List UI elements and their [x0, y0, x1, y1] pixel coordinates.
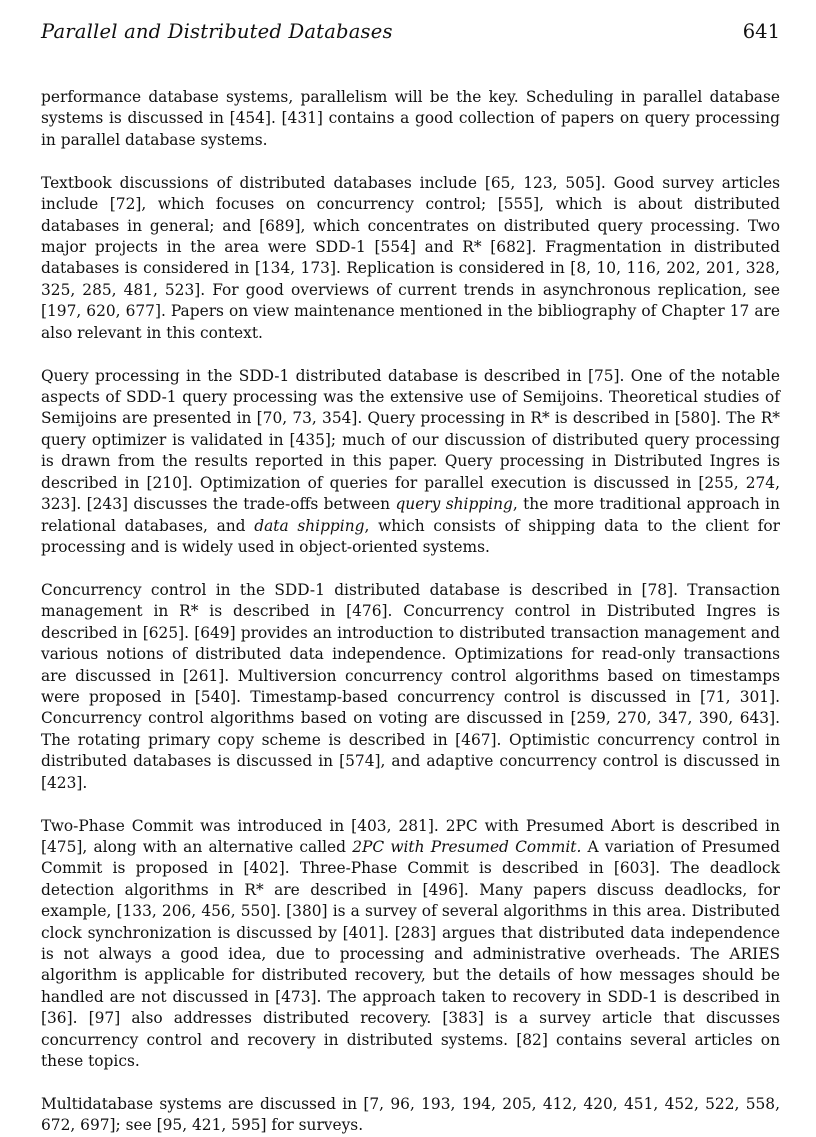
page-body	[41, 87, 780, 1137]
text-run: , the more traditional approach in relational databases, and	[41, 495, 780, 535]
text-run: Two-Phase Commit was introduced in [403, 281]. 2PC with Presumed Abort is described in [475], along with an alternative called	[41, 816, 780, 856]
paragraph-commit-protocols	[41, 816, 780, 1073]
paragraph-multidatabase: Multidatabase systems are discussed in [7, 96, 193, 194, 205, 412, 420, 451, 452, 522, 558, 672, 697]; see [95, 421, 595] for surveys.	[41, 1095, 780, 1135]
page-number: 641	[742, 20, 780, 43]
text-run: A variation of Presumed Commit is proposed in [402]. Three-Phase Commit is described in [603]. The deadlock detection algorithms in R* are described in [496]. Many papers discuss deadlocks, for example, [133, 206, 456, 550]. [380] is a survey of several algorithms in this area. Distributed clock synchronization is discussed by [401]. [283] argues that distributed data independence is not always a good idea, due to processing and administrative overheads. The ARIES algorithm is applicable for distributed recovery, but the details of how messages should be handled are not discussed in [473]. The approach taken to recovery in SDD-1 is described in [36]. [97] also addresses distributed recovery. [383] is a survey article that discusses concurrency control and recovery in distributed systems. [82] contains several articles on these topics.	[41, 837, 780, 1071]
emphasis-presumed-commit: 2PC with Presumed Commit.	[352, 837, 582, 856]
paragraph-query-processing	[41, 366, 780, 559]
paragraph-concurrency-control: Concurrency control in the SDD-1 distributed database is described in [78]. Transaction management in R* is described in [476]. Concurrency control in Distributed Ingres is described in [625]. [649] provides an introduction to distributed transaction management and various notions of distributed data independence. Optimizations for read-only transactions are discussed in [261]. Multiversion concurrency control algorithms based on timestamps were proposed in [540]. Timestamp-based concurrency control is discussed in [71, 301]. Concurrency control algorithms based on voting are discussed in [259, 270, 347, 390, 643]. The rotating primary copy scheme is described in [467]. Optimistic concurrency control in distributed databases is discussed in [574], and adaptive concurrency control is discussed in [423].	[41, 580, 780, 792]
running-title: Parallel and Distributed Databases	[41, 20, 393, 43]
emphasis-data-shipping: data shipping	[254, 516, 365, 535]
emphasis-query-shipping: query shipping	[395, 495, 513, 514]
running-header	[41, 20, 780, 43]
text-run: Query processing in the SDD-1 distributed database is described in [75]. One of the notable aspects of SDD-1 query processing was the extensive use of Semijoins. Theoretical studies of Semijoins are presented in [70, 73, 354]. Query processing in R* is described in [580]. The R* query optimizer is validated in [435]; much of our discussion of distributed query processing is drawn from the results reported in this paper. Query processing in Distributed Ingres is described in [210]. Optimization of queries for parallel execution is discussed in [255, 274, 323]. [243] discusses the trade-offs between	[41, 366, 780, 514]
paragraph-distributed-textbooks: Textbook discussions of distributed databases include [65, 123, 505]. Good survey articles include [72], which focuses on concurrency control; [555], which is about distributed databases in general; and [689], which concentrates on distributed query processing. Two major projects in the area were SDD-1 [554] and R* [682]. Fragmentation in distributed databases is considered in [134, 173]. Replication is considered in [8, 10, 116, 202, 201, 328, 325, 285, 481, 523]. For good overviews of current trends in asynchronous replication, see [197, 620, 677]. Papers on view maintenance mentioned in the bibliography of Chapter 17 are also relevant in this context.	[41, 173, 780, 342]
text-run: , which consists of shipping data to the client for processing and is widely used in object-oriented systems.	[41, 516, 781, 556]
paragraph-parallel-scheduling: performance database systems, parallelism will be the key. Scheduling in parallel database systems is discussed in [454]. [431] contains a good collection of papers on query processing in parallel database systems.	[41, 88, 780, 149]
